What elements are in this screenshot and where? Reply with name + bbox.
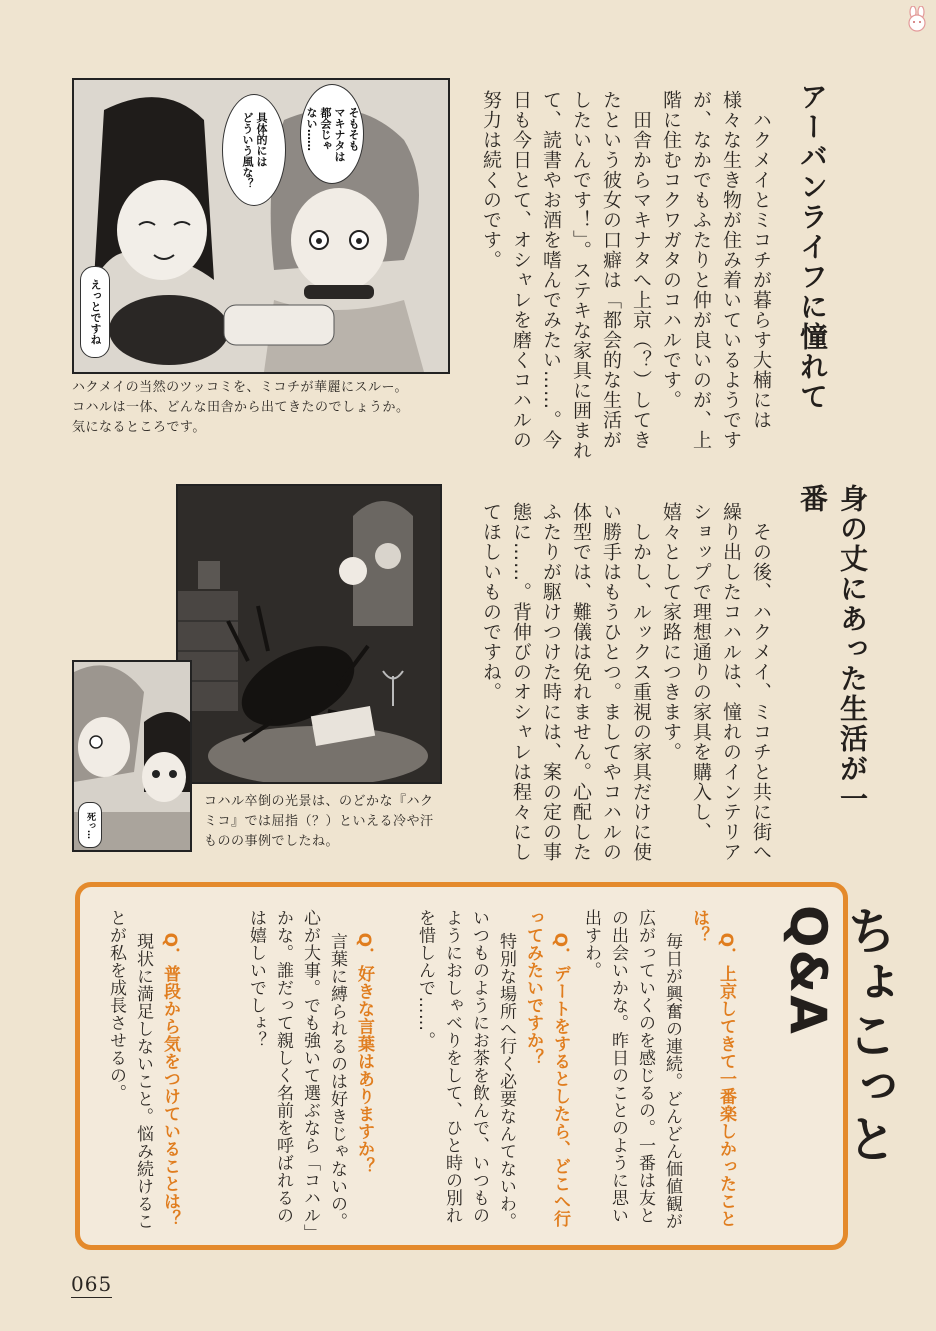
qa-item-2: [410, 909, 600, 1239]
panel-1-caption: ハクメイの当然のツッコミを、ミコチが華麗にスルー。 コハルは一体、どんな田舎から出てきたのでしょうか。 気になるところです。: [72, 380, 410, 435]
qa-question-1: Q．上京してきて一番楽しかったことは？: [689, 909, 736, 1228]
qa-answer-4: 現状に満足しないこと。悩み続けることが私を成長させるの。: [106, 909, 153, 1231]
section-1-heading: アーバンライフに憧れて: [796, 82, 829, 412]
speech-bubble-makinata: そもそも マキナタは 都会じゃ ない……: [300, 84, 364, 184]
section-2-heading: 身の丈にあった生活が一番: [796, 484, 869, 814]
qa-item-1: [581, 909, 766, 1239]
speech-bubble-shock: 死っ…: [78, 802, 102, 848]
qa-question-4: Q．普段から気をつけていることは？: [160, 932, 180, 1228]
qa-question-2: Q．デートをするとしたら、どこへ行ってみたいですか？: [523, 909, 570, 1228]
panel-2-art: [178, 486, 440, 782]
manga-panel-3: [72, 660, 192, 852]
rabbit-icon: [906, 6, 928, 32]
qa-answer-3: 言葉に縛られるのは好きじゃないの。心が大事。でも強いて選ぶなら「コハル」かな。誰だって親しく名前を呼ばれるのは嬉しいでしょ？: [246, 909, 347, 1233]
qa-question-3: Q．好きな言葉はありますか？: [354, 932, 374, 1176]
qa-answer-2: 特別な場所へ行く必要なんてないわ。いつものようにお茶を飲んで、いつものようにおしゃべりをして、ひと時の別れを惜しんで……。: [415, 909, 516, 1231]
qa-title: ちょこっとQ&A: [779, 905, 897, 1165]
qa-answer-1: 毎日が興奮の連続。どんどん価値観が広がっていくのを感じるの。一番は友との出会いかな。昨日のことのように思い出すわ。: [581, 909, 682, 1231]
section-2-body: その後、ハクメイ、ミコチと共に街へ繰り出したコハルは、憧れのインテリアショップで理想通りの家具を購入し、嬉々として家路につきます。 しかし、ルックス重視の家具だけに使い勝手はもうひとつ。ましてやコハルの体型では、難儀は免れません。心配したふたりが駆けつけた時には、案の定の事態に……。背伸びのオシャレは程々にしてほしいものですね。: [480, 502, 772, 862]
manga-panel-1: [72, 78, 450, 374]
page-number: 065: [71, 1272, 113, 1296]
qa-item-3: [214, 909, 404, 1239]
panel-2-caption: コハル卒倒の光景は、のどかな『ハクミコ』では屈指（？）といえる冷や汗ものの事例でしたね。: [204, 794, 434, 849]
qa-box: [75, 882, 897, 1250]
section-1-body: ハクメイとミコチが暮らす大楠には様々な生き物が住み着いているようですが、なかでもふたりと仲が良いのが、上階に住むコクワガタのコハルです。 田舎からマキナタへ上京（？）してきたという彼女の口癖は「都会的な生活がしたいんです！」。ステキな家具に囲まれて、読書やお酒を嗜んでみたい……。今日も今日とて、オシャレを磨くコハルの努力は続くのです。: [480, 90, 772, 461]
speech-bubble-well: えっとですね: [80, 266, 110, 358]
manga-panel-2: [176, 484, 442, 784]
qa-item-4: [100, 909, 210, 1239]
speech-bubble-specifically: 具体的には どういう風な？: [222, 94, 286, 206]
